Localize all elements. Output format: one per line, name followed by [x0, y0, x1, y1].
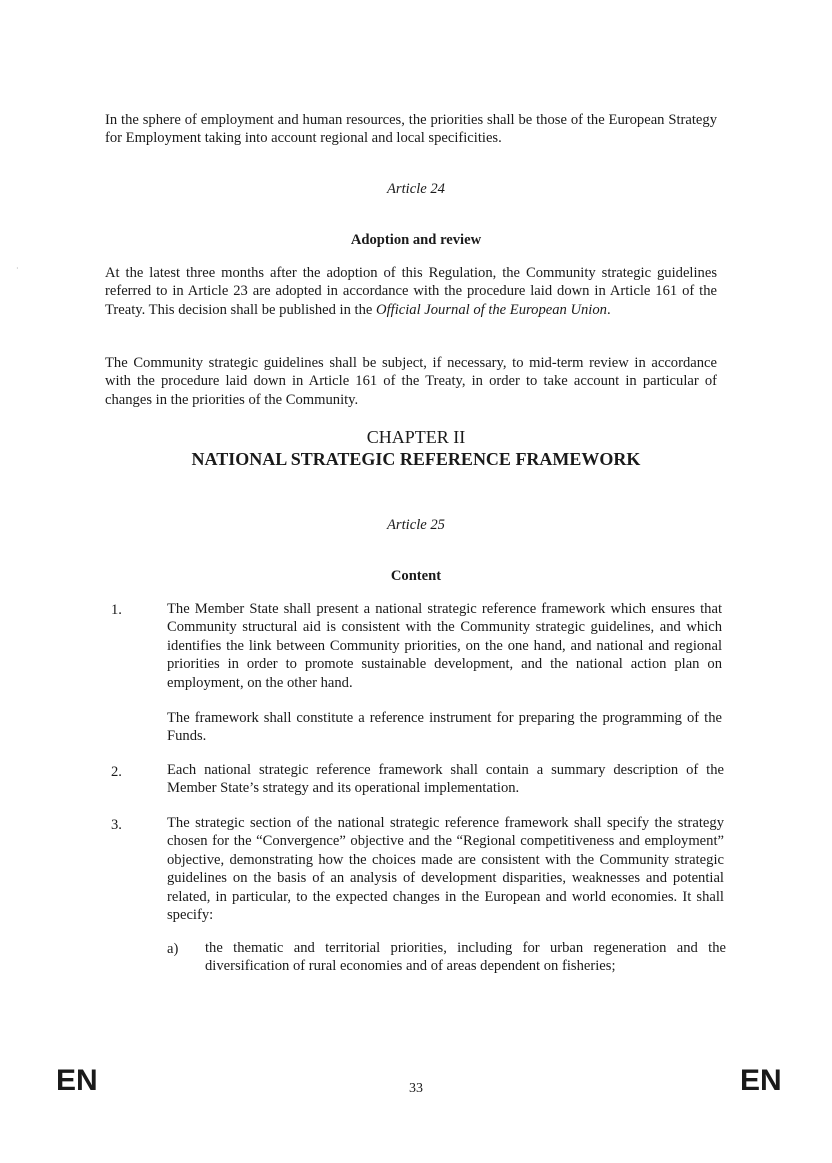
list-item-number: 3.: [111, 817, 122, 833]
paragraph-employment: In the sphere of employment and human resources, the priorities shall be those of the European Strategy for Employment taking into account regional and local specificities.: [105, 112, 717, 147]
article-24-paragraph-1: [105, 264, 717, 319]
page-number: 33: [409, 1081, 423, 1096]
article-24-paragraph-1-text: At the latest three months after the adoption of this Regulation, the Community strategic guidelines referred to in Article 23 are adopted in accordance with the procedure laid down in Article 161 of the Treaty. This decision shall be published in the: [105, 265, 717, 318]
article-25-label: Article 25: [387, 517, 445, 533]
list-item-2-text: Each national strategic reference framework shall contain a summary description of the Member State’s strategy and its operational implementation.: [167, 762, 724, 797]
chapter-title: NATIONAL STRATEGIC REFERENCE FRAMEWORK: [191, 449, 641, 469]
sub-item-label: a): [167, 941, 179, 957]
article-25-heading: Content: [390, 568, 442, 584]
article-24-label: Article 24: [387, 181, 445, 197]
scan-artifact: ·: [16, 264, 19, 273]
language-code-left: EN: [56, 1064, 98, 1097]
list-item-1-text: The Member State shall present a national strategic reference framework which ensures that Community structural aid is consistent with the Community strategic guidelines, and which identifies the link between Community priorities, on the one hand, and national and regional priorities in order to promote sustainable development, and the national action plan on employment, on the other hand.: [167, 601, 722, 691]
official-journal-title: Official Journal of the European Union: [376, 301, 607, 318]
sub-item-a-text: the thematic and territorial priorities, including for urban regeneration and the diversification of rural economies and of areas dependent on fisheries;: [205, 940, 726, 975]
article-24-paragraph-2: The Community strategic guidelines shall be subject, if necessary, to mid-term review in accordance with the procedure laid down in Article 161 of the Treaty, in order to take account in particular of changes in the priorities of the Community.: [105, 355, 717, 408]
article-24-heading: Adoption and review: [350, 232, 482, 248]
language-code-right: EN: [740, 1064, 782, 1097]
list-item-number: 1.: [111, 602, 122, 618]
chapter-label: CHAPTER II: [366, 427, 466, 447]
article-24-paragraph-1-end: .: [606, 301, 611, 318]
list-item-3-text: The strategic section of the national strategic reference framework shall specify the strategy chosen for the “Convergence” objective and the “Regional competitiveness and employment” objective, demonstrating how the choices made are consistent with the Community strategic guidelines on the basis of an analysis of development disparities, weaknesses and potential related, in particular, to the expected changes in the European and world economies. It shall specify:: [167, 815, 724, 924]
list-item-1-text-2: The framework shall constitute a reference instrument for preparing the programming of the Funds.: [167, 710, 722, 745]
list-item-number: 2.: [111, 764, 122, 780]
